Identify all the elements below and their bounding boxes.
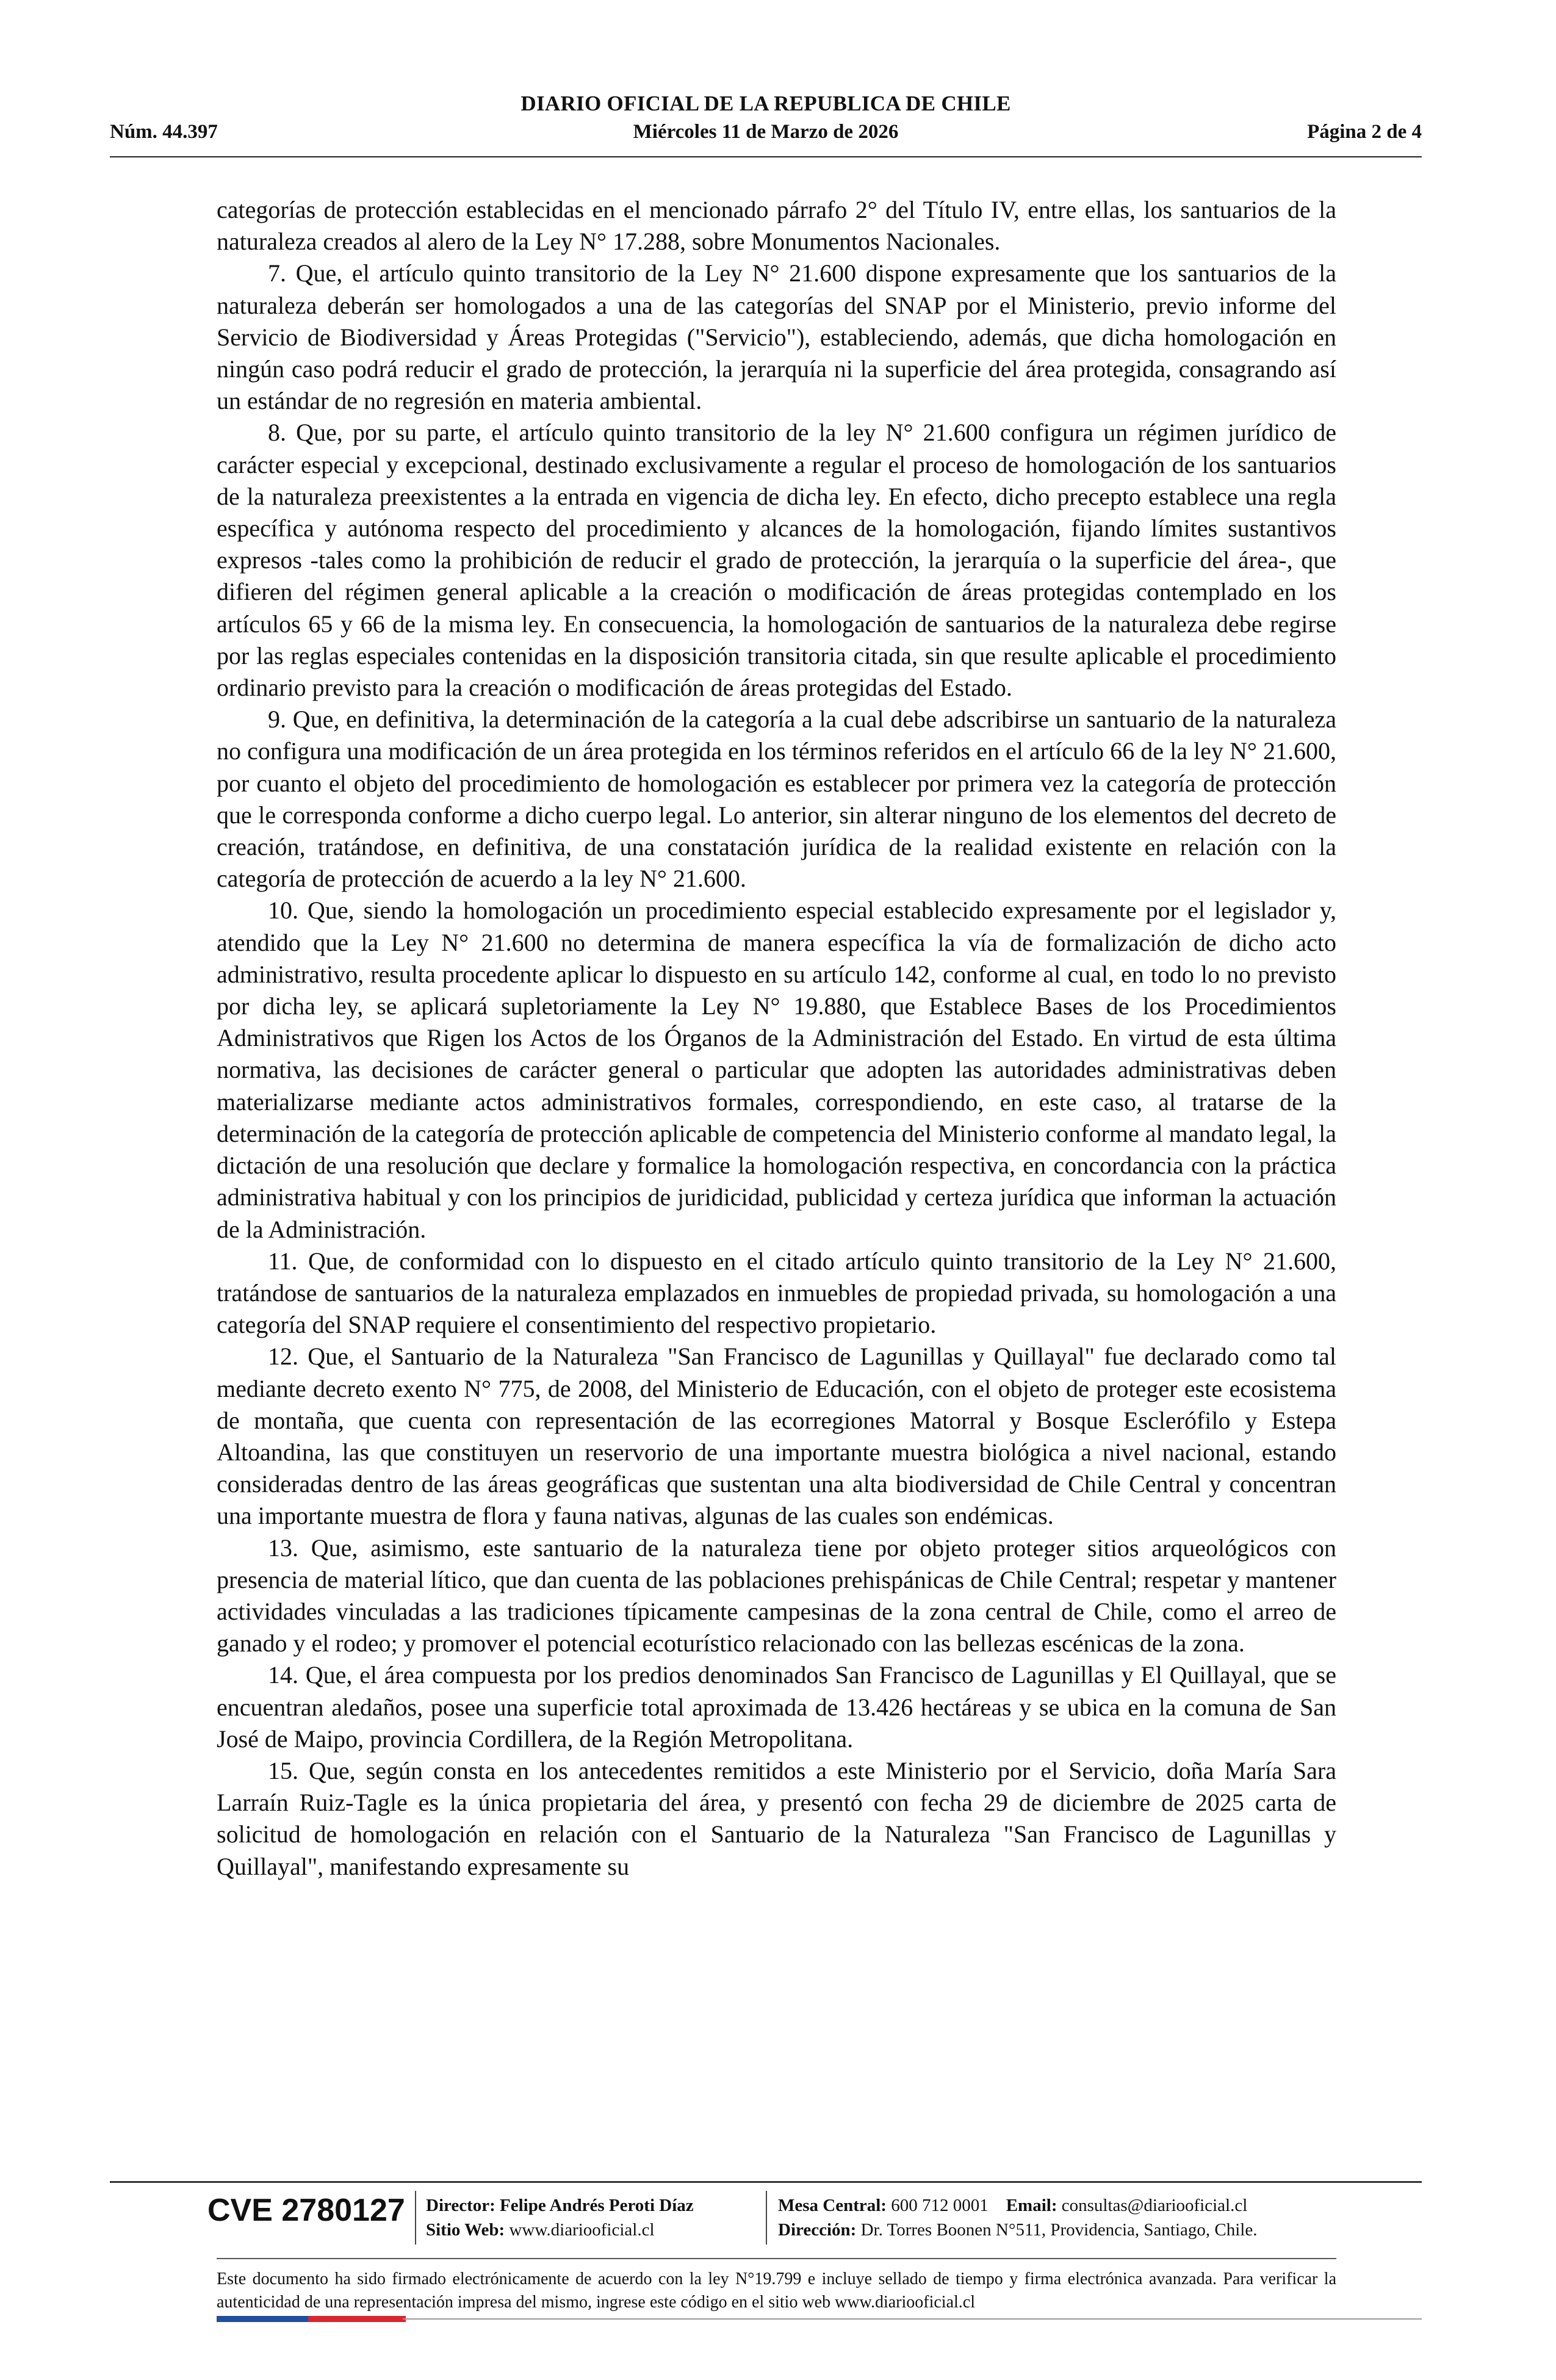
signature-notice: Este documento ha sido firmado electrónicamente de acuerdo con la ley N°19.799 e incluye sellado de tiempo y firma electrónica avanzada. Para verificar la autenticidad de una representación impresa del mismo, ingrese este código en el sitio web www.diariooficial.cl [217, 2270, 1336, 2312]
address-value: Dr. Torres Boonen N°511, Providencia, Santiago, Chile. [860, 2220, 1258, 2240]
paragraph-15: 15. Que, según consta en los antecedentes remitidos a este Ministerio por el Servicio, doña María Sara Larraín Ruiz-Tagle es la única propietaria del área, y presentó con fecha 29 de diciembre de 2025 carta de solicitud de homologación en relación con el Santuario de la Naturaleza "San Francisco de Lagunillas y Quillayal", manifestando expresamente su [217, 1756, 1336, 1880]
email-label: Email: [1006, 2196, 1057, 2215]
paragraph-12: 12. Que, el Santuario de la Naturaleza "San Francisco de Lagunillas y Quillayal" fue declarado como tal mediante decreto exento N° 775, de 2008, del Ministerio de Educación, con el objeto de proteger este ecosistema de montaña, que cuenta con representación de las ecorregiones Matorral y Bosque Esclerófilo y Estepa Altoandina, las que constituyen un reservorio de una importante muestra biológica a nivel nacional, estando consideradas dentro de las áreas geográficas que sustentan una alta biodiversidad de Chile Central y concentran una importante muestra de flora y fauna nativas, algunas de las cuales son endémicas. [217, 1343, 1336, 1530]
page-header [110, 92, 1422, 153]
document-body [217, 194, 1336, 1883]
footer-divider [110, 2181, 1422, 2183]
issue-number: Núm. 44.397 [110, 121, 218, 143]
flag-stripe-blue [217, 2316, 308, 2322]
paragraph-10: 10. Que, siendo la homologación un procedimiento especial establecido expresamente por el legislador y, atendido que la Ley N° 21.600 no determina de manera específica la vía de formalización de dicho acto administrativo, resulta procedente aplicar lo dispuesto en su artículo 142, conforme al cual, en todo lo no previsto por dicha ley, se aplicará supletoriamente la Ley N° 19.880, que Establece Bases de los Procedimientos Administrativos que Rigen los Actos de los Órganos de la Administración del Estado. En virtud de esta última normativa, las decisiones de carácter general o particular que adopten las autoridades administrativas deben materializarse mediante actos administrativos formales, correspondiendo, en este caso, al tratarse de la determinación de la categoría de protección aplicable de competencia del Ministerio conforme al mandato legal, la dictación de una resolución que declare y formalice la homologación respectiva, en concordancia con la práctica administrativa habitual y con los principios de juridicidad, publicidad y certeza jurídica que informan la actuación de la Administración. [217, 896, 1336, 1243]
signature-divider [217, 2258, 1336, 2259]
publication-title: DIARIO OFICIAL DE LA REPUBLICA DE CHILE [520, 92, 1011, 115]
mesa-label: Mesa Central: [778, 2196, 887, 2215]
flag-stripe-rule [403, 2318, 1422, 2320]
page-indicator: Página 2 de 4 [1307, 121, 1422, 143]
footer-contact-block [778, 2193, 1257, 2242]
header-divider [110, 156, 1422, 157]
director-label: Director: [426, 2196, 495, 2215]
footer-director-block [426, 2193, 694, 2242]
mesa-phone: 600 712 0001 [891, 2196, 989, 2215]
website-label: Sitio Web: [426, 2220, 505, 2240]
email-link[interactable]: consultas@diariooficial.cl [1061, 2196, 1248, 2215]
director-name: Felipe Andrés Peroti Díaz [500, 2196, 694, 2215]
website-link[interactable]: www.diariooficial.cl [509, 2220, 655, 2240]
paragraph-8: 8. Que, por su parte, el artículo quinto transitorio de la ley N° 21.600 configura un régimen jurídico de carácter especial y excepcional, destinado exclusivamente a regular el proceso de homologación de los santuarios de la naturaleza preexistentes a la entrada en vigencia de dicha ley. En efecto, dicho precepto establece una regla específica y autónoma respecto del procedimiento y alcances de la homologación, fijando límites sustantivos expresos -tales como la prohibición de reducir el grado de protección, la jerarquía o la superficie del área-, que difieren del régimen general aplicable a la creación o modificación de áreas protegidas contemplado en los artículos 65 y 66 de la misma ley. En consecuencia, la homologación de santuarios de la naturaleza debe regirse por las reglas especiales contenidas en la disposición transitoria citada, sin que resulte aplicable el procedimiento ordinario previsto para la creación o modificación de áreas protegidas del Estado. [217, 419, 1336, 702]
issue-date: Miércoles 11 de Marzo de 2026 [633, 121, 899, 143]
paragraph-13: 13. Que, asimismo, este santuario de la naturaleza tiene por objeto proteger sitios arqueológicos con presencia de material lítico, que dan cuenta de las poblaciones prehispánicas de Chile Central; respetar y mantener actividades vinculadas a las tradiciones típicamente campesinas de la zona central de Chile, como el arreo de ganado y el rodeo; y promover el potencial ecoturístico relacionado con las bellezas escénicas de la zona. [217, 1534, 1336, 1657]
footer-separator [766, 2191, 767, 2245]
flag-stripe-red [308, 2316, 406, 2322]
paragraph-14: 14. Que, el área compuesta por los predios denominados San Francisco de Lagunillas y El Quillayal, que se encuentran aledaños, posee una superficie total aproximada de 13.426 hectáreas y se ubica en la comuna de San José de Maipo, provincia Cordillera, de la Región Metropolitana. [217, 1661, 1336, 1753]
footer-separator [415, 2191, 416, 2245]
paragraph-7: 7. Que, el artículo quinto transitorio de la Ley N° 21.600 dispone expresamente que los santuarios de la naturaleza deberán ser homologados a una de las categorías del SNAP por el Ministerio, previo informe del Servicio de Biodiversidad y Áreas Protegidas ("Servicio"), estableciendo, además, que dicha homologación en ningún caso podrá reducir el grado de protección, la jerarquía ni la superficie del área protegida, consagrando así un estándar de no regresión en materia ambiental. [217, 259, 1336, 415]
cve-code: CVE 2780127 [207, 2193, 405, 2228]
paragraph-continuation: categorías de protección establecidas en el mencionado párrafo 2° del Título IV, entre ellas, los santuarios de la naturaleza creados al alero de la Ley N° 17.288, sobre Monumentos Nacionales. [217, 196, 1336, 256]
address-label: Dirección: [778, 2220, 857, 2240]
paragraph-9: 9. Que, en definitiva, la determinación de la categoría a la cual debe adscribirse un santuario de la naturaleza no configura una modificación de un área protegida en los términos referidos en el artículo 66 de la ley N° 21.600, por cuanto el objeto del procedimiento de homologación es establecer por primera vez la categoría de protección que le corresponda conforme a dicho cuerpo legal. Lo anterior, sin alterar ninguno de los elementos del decreto de creación, tratándose, en definitiva, de una constatación jurídica de la realidad existente en relación con la categoría de protección de acuerdo a la ley N° 21.600. [217, 705, 1336, 893]
paragraph-11: 11. Que, de conformidad con lo dispuesto en el citado artículo quinto transitorio de la Ley N° 21.600, tratándose de santuarios de la naturaleza emplazados en inmuebles de propiedad privada, su homologación a una categoría del SNAP requiere el consentimiento del respectivo propietario. [217, 1247, 1336, 1339]
